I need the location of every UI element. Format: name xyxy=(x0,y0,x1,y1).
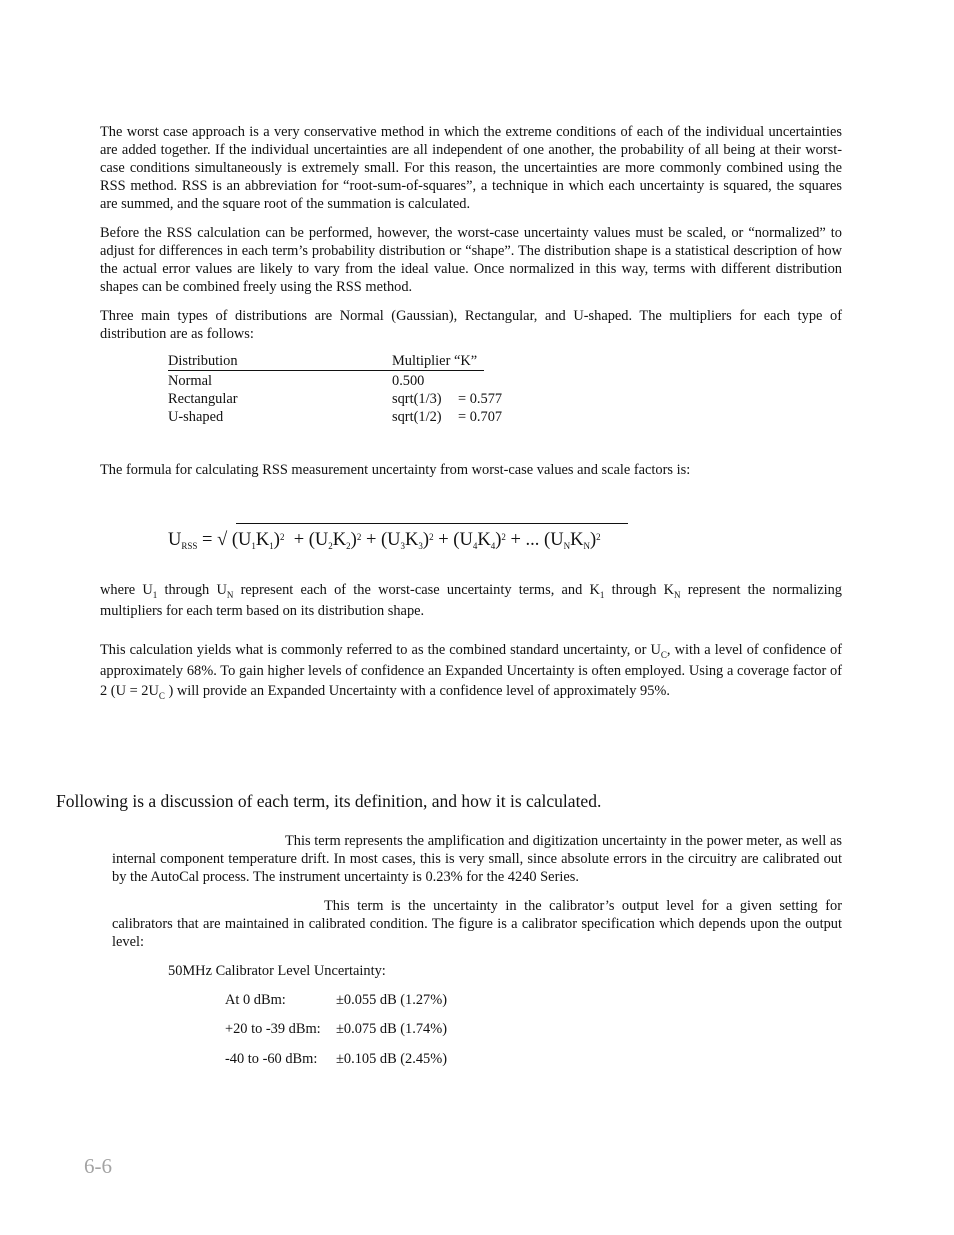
term-subscript: 2 xyxy=(328,541,333,551)
distribution-name: U-shaped xyxy=(168,409,224,425)
term-square: 2 xyxy=(356,532,362,542)
section-heading: Following is a discussion of each term, its definition, and how it is calculated. xyxy=(56,791,602,811)
term-subscript: 3 xyxy=(400,541,406,551)
rss-formula: $U_{RSS}$ = √ $(U_1K_1)^2 + (U_2K_2)^2 + (U_3K_3)^2 + (U_4K_4)^2$ + ... $(U_NK_N)^2$ xyxy=(168,530,601,551)
term-subscript: N xyxy=(563,541,571,551)
text-run: represent each of the worst-case uncertainty terms, and K xyxy=(233,582,600,598)
term-subscript: 2 xyxy=(346,541,351,551)
paragraph-worst-case: The worst case approach is a very conservative method in which the extreme conditions of each of the individual uncertainties are added together. If the individual uncertainties are all independent of one another, the probability of all being at their worst-case conditions simultaneously is extremely small. For this reason, the uncertainties are more commonly combined using the RSS method. RSS is an abbreviation for “root-sum-of-squares”, a technique in which each uncertainty is squared, the squares are summed, and the square root of the summation is calculated. xyxy=(100,124,842,212)
paragraph-combined-uncertainty xyxy=(100,640,842,702)
header-distribution: Distribution xyxy=(168,353,238,369)
subscript: 1 xyxy=(152,590,158,600)
radical-overbar xyxy=(236,523,628,524)
spec-value: ±0.075 dB (1.74%) xyxy=(336,1021,448,1037)
term-subscript: N xyxy=(583,541,590,551)
formula-term-1: $(U_1K_1)^2$ xyxy=(231,530,285,551)
subscript: N xyxy=(674,590,681,600)
term-square: 2 xyxy=(279,532,285,542)
paragraph-instrument-uncertainty: This term represents the amplification and digitization uncertainty in the power meter, as well as internal component temperature drift. In most cases, this is very small, since absolute errors in the circuitry are calibrated out by the AutoCal process. The instrument uncertainty is 0.23% for the 4240 Series. xyxy=(112,833,842,885)
header-multiplier: Multiplier “K” xyxy=(392,353,478,369)
term-subscript: 1 xyxy=(251,541,256,551)
calibrator-spec-title: 50MHz Calibrator Level Uncertainty: xyxy=(168,963,386,979)
subscript: C xyxy=(158,691,165,701)
subscript: N xyxy=(226,590,234,600)
distribution-name: Rectangular xyxy=(168,391,238,407)
text-run: ) will provide an Expanded Uncertainty with a confidence level of approximately 95%. xyxy=(164,683,671,699)
multiplier-value: sqrt(1/3) xyxy=(392,391,442,407)
multiplier-value: 0.500 xyxy=(392,373,425,389)
page-number: 6-6 xyxy=(84,1154,112,1178)
multiplier-result: = 0.577 xyxy=(458,391,503,407)
formula-lhs-subscript: RSS xyxy=(181,541,198,551)
text-run: This calculation yields what is commonly referred to as the combined standard uncertainty, or U xyxy=(100,642,661,658)
spec-level: -40 to -60 dBm: xyxy=(225,1051,318,1067)
formula-term-3: $(U_3K_3)^2$ xyxy=(381,530,434,551)
spec-level: At 0 dBm: xyxy=(225,992,286,1008)
paragraph-where xyxy=(100,580,842,621)
spec-value: ±0.055 dB (1.27%) xyxy=(336,992,448,1008)
formula-ellipsis: ... xyxy=(525,530,540,550)
term-subscript: 3 xyxy=(418,541,423,551)
subscript: C xyxy=(660,650,667,660)
spec-value: ±0.105 dB (2.45%) xyxy=(336,1051,448,1067)
term-square: 2 xyxy=(429,532,434,542)
text-run: , with a level of confidence of approximately 68%. To gain higher levels of confidence an Expanded Uncertainty is often employed. Using a coverage factor of 2 (U = 2U xyxy=(100,642,842,699)
multiplier-result: = 0.707 xyxy=(458,409,503,425)
formula-term-4: $(U_4K_4)^2$ xyxy=(453,530,506,551)
spec-level: +20 to -39 dBm: xyxy=(225,1021,321,1037)
formula-term-2: $(U_2K_2)^2$ xyxy=(308,530,362,551)
text-run: through U xyxy=(157,582,227,598)
text-run: where U xyxy=(100,582,153,598)
sqrt-symbol: √ xyxy=(217,530,228,550)
distribution-table-header xyxy=(168,354,484,371)
formula-term-n: $(U_NK_N)^2$ xyxy=(544,530,601,551)
paragraph-calibrator-uncertainty: This term is the uncertainty in the calibrator’s output level for a given setting for calibrators that are maintained in calibrated condition. The figure is a calibrator specification which depends upon the output level: xyxy=(112,898,842,950)
term-square: 2 xyxy=(501,532,506,542)
text-run: represent the normalizing multipliers for each term based on its distribution shape. xyxy=(100,582,842,619)
formula-lhs: U xyxy=(168,530,182,550)
distribution-name: Normal xyxy=(168,373,212,389)
paragraph-formula-intro: The formula for calculating RSS measurement uncertainty from worst-case values and scale factors is: xyxy=(100,462,691,478)
paragraph-distributions: Three main types of distributions are Normal (Gaussian), Rectangular, and U-shaped. The multipliers for each type of distribution are as follows: xyxy=(100,308,842,342)
subscript: 1 xyxy=(599,590,605,600)
paragraph-normalization: Before the RSS calculation can be performed, however, the worst-case uncertainty values must be scaled, or “normalized” to adjust for differences in each term’s probability distribution or “shape”. The distribution shape is a statistical description of how the actual error values are likely to vary from the ideal value. Once normalized in this way, terms with different distribution shapes can be combined freely using the RSS method. xyxy=(100,225,842,295)
text-run: through K xyxy=(604,582,675,598)
term-subscript: 1 xyxy=(269,541,274,551)
term-square: 2 xyxy=(596,532,601,542)
term-subscript: 4 xyxy=(472,541,478,551)
term-subscript: 4 xyxy=(490,541,496,551)
multiplier-value: sqrt(1/2) xyxy=(392,409,442,425)
formula-equals: = xyxy=(202,530,213,550)
